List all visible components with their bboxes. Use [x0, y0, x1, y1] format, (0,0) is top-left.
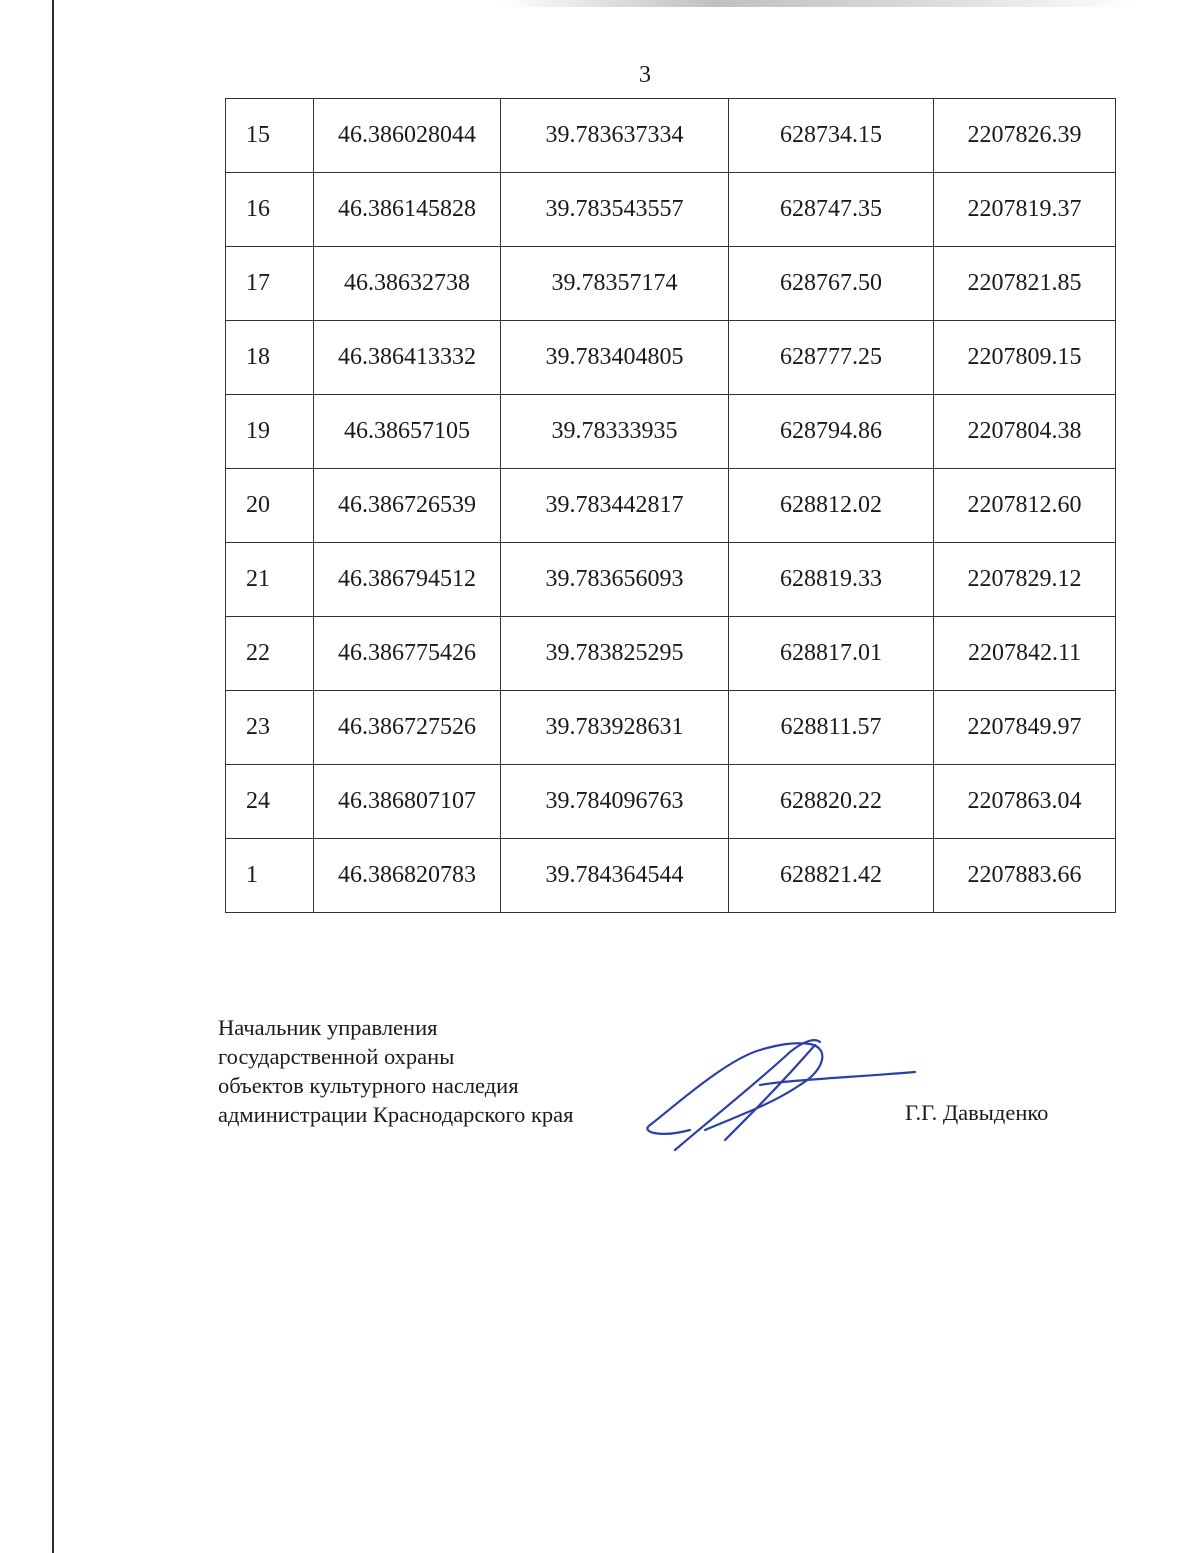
longitude-cell: 39.78333935	[501, 395, 729, 469]
table-row	[226, 99, 1116, 173]
latitude-cell: 46.386413332	[314, 321, 501, 395]
y-coordinate-cell: 2207804.38	[934, 395, 1116, 469]
y-coordinate-cell: 2207842.11	[934, 617, 1116, 691]
y-coordinate-cell: 2207812.60	[934, 469, 1116, 543]
longitude-cell: 39.783404805	[501, 321, 729, 395]
point-number-cell: 20	[226, 469, 314, 543]
y-coordinate-cell: 2207809.15	[934, 321, 1116, 395]
signatory-title-line: администрации Краснодарского края	[218, 1102, 574, 1127]
longitude-cell: 39.783637334	[501, 99, 729, 173]
latitude-cell: 46.386727526	[314, 691, 501, 765]
coordinates-table-body	[226, 99, 1116, 913]
latitude-cell: 46.38657105	[314, 395, 501, 469]
table-row	[226, 691, 1116, 765]
latitude-cell: 46.386028044	[314, 99, 501, 173]
table-row	[226, 321, 1116, 395]
longitude-cell: 39.783442817	[501, 469, 729, 543]
page-number: 3	[639, 62, 651, 88]
y-coordinate-cell: 2207829.12	[934, 543, 1116, 617]
longitude-cell: 39.784364544	[501, 839, 729, 913]
table-row	[226, 543, 1116, 617]
y-coordinate-cell: 2207821.85	[934, 247, 1116, 321]
x-coordinate-cell: 628819.33	[729, 543, 934, 617]
x-coordinate-cell: 628811.57	[729, 691, 934, 765]
latitude-cell: 46.386807107	[314, 765, 501, 839]
longitude-cell: 39.784096763	[501, 765, 729, 839]
y-coordinate-cell: 2207849.97	[934, 691, 1116, 765]
longitude-cell: 39.783543557	[501, 173, 729, 247]
point-number-cell: 19	[226, 395, 314, 469]
longitude-cell: 39.78357174	[501, 247, 729, 321]
y-coordinate-cell: 2207863.04	[934, 765, 1116, 839]
x-coordinate-cell: 628767.50	[729, 247, 934, 321]
point-number-cell: 18	[226, 321, 314, 395]
point-number-cell: 17	[226, 247, 314, 321]
x-coordinate-cell: 628734.15	[729, 99, 934, 173]
scan-artifact	[500, 0, 1140, 7]
x-coordinate-cell: 628812.02	[729, 469, 934, 543]
x-coordinate-cell: 628820.22	[729, 765, 934, 839]
coordinates-table	[225, 98, 1116, 913]
x-coordinate-cell: 628821.42	[729, 839, 934, 913]
point-number-cell: 1	[226, 839, 314, 913]
table-row	[226, 839, 1116, 913]
y-coordinate-cell: 2207883.66	[934, 839, 1116, 913]
table-row	[226, 617, 1116, 691]
latitude-cell: 46.386726539	[314, 469, 501, 543]
point-number-cell: 24	[226, 765, 314, 839]
y-coordinate-cell: 2207826.39	[934, 99, 1116, 173]
x-coordinate-cell: 628794.86	[729, 395, 934, 469]
latitude-cell: 46.38632738	[314, 247, 501, 321]
y-coordinate-cell: 2207819.37	[934, 173, 1116, 247]
signatory-title	[218, 1013, 574, 1129]
signatory-title-line: государственной охраны	[218, 1044, 455, 1069]
x-coordinate-cell: 628777.25	[729, 321, 934, 395]
point-number-cell: 16	[226, 173, 314, 247]
point-number-cell: 22	[226, 617, 314, 691]
table-row	[226, 247, 1116, 321]
latitude-cell: 46.386775426	[314, 617, 501, 691]
point-number-cell: 15	[226, 99, 314, 173]
x-coordinate-cell: 628817.01	[729, 617, 934, 691]
handwritten-signature	[630, 1030, 930, 1160]
signatory-title-line: объектов культурного наследия	[218, 1073, 519, 1098]
latitude-cell: 46.386794512	[314, 543, 501, 617]
page-left-border	[52, 0, 54, 1553]
table-row	[226, 173, 1116, 247]
longitude-cell: 39.783928631	[501, 691, 729, 765]
longitude-cell: 39.783825295	[501, 617, 729, 691]
point-number-cell: 23	[226, 691, 314, 765]
latitude-cell: 46.386145828	[314, 173, 501, 247]
point-number-cell: 21	[226, 543, 314, 617]
x-coordinate-cell: 628747.35	[729, 173, 934, 247]
longitude-cell: 39.783656093	[501, 543, 729, 617]
table-row	[226, 765, 1116, 839]
signatory-name: Г.Г. Давыденко	[905, 1100, 1049, 1125]
table-row	[226, 469, 1116, 543]
table-row	[226, 395, 1116, 469]
latitude-cell: 46.386820783	[314, 839, 501, 913]
signatory-title-line: Начальник управления	[218, 1015, 438, 1040]
